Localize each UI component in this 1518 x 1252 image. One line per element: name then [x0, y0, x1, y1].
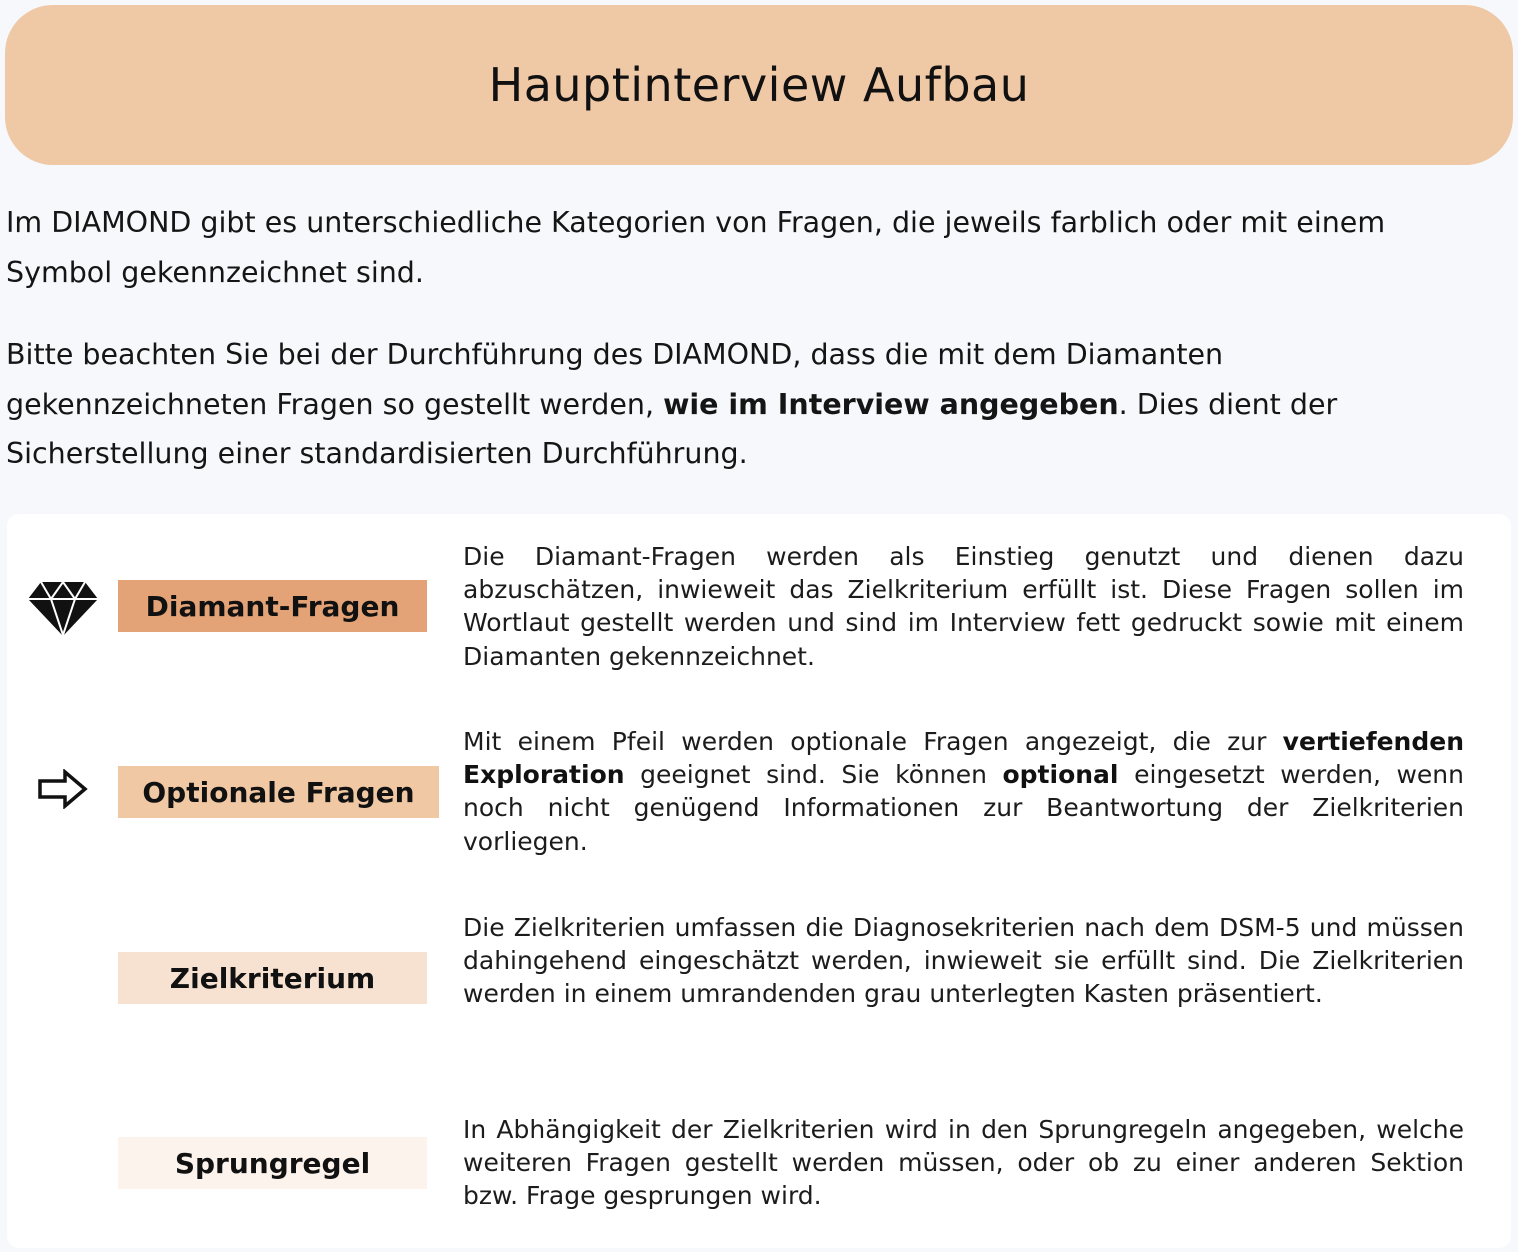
intro-paragraph-2-start: Bitte beachten Sie bei der Durchführung des DIAMOND, dass die mit dem Diamanten gekennzeichneten Fragen so gestellt werden,	[6, 338, 1224, 421]
intro-paragraph-2-end: . Dies dient der Sicherstellung einer standardisierten Durchführung.	[6, 387, 1338, 470]
emphasis-optional: optional	[1002, 760, 1119, 790]
description-optionale-fragen-part-1: Mit einem Pfeil werden optionale Fragen angezeigt, die zur	[463, 727, 1283, 756]
description-optionale-fragen-part-3: eingesetzt werden, wenn noch nicht genügend Informationen zur Beantwortung der Zielkriterien vorliegen.	[463, 760, 1464, 856]
intro-text	[6, 198, 1486, 512]
label-optionale-fragen: Optionale Fragen	[118, 766, 439, 818]
label-zielkriterium: Zielkriterium	[118, 952, 427, 1004]
description-optionale-fragen	[463, 725, 1464, 858]
intro-paragraph-2	[6, 330, 1486, 479]
intro-emphasis: wie im Interview angegeben	[663, 387, 1119, 421]
label-diamant-fragen: Diamant-Fragen	[118, 580, 427, 632]
description-optionale-fragen-part-2: geeignet sind. Sie können	[624, 760, 1003, 790]
title-banner	[5, 5, 1513, 165]
intro-paragraph-1: Im DIAMOND gibt es unterschiedliche Kategorien von Fragen, die jeweils farblich oder mit einem Symbol gekennzeichnet sind.	[6, 206, 1386, 289]
description-diamant-fragen: Die Diamant-Fragen werden als Einstieg genutzt und dienen dazu abzuschätzen, inwieweit das Zielkriterium erfüllt ist. Diese Fragen sollen im Wortlaut gestellt werden und sind im Interview fett gedruckt sowie mit einem Diamanten gekennzeichnet.	[463, 542, 1464, 671]
arrow-right-icon	[25, 759, 101, 819]
category-legend-card	[7, 514, 1511, 1248]
label-sprungregel: Sprungregel	[118, 1137, 427, 1189]
description-sprungregel: In Abhängigkeit der Zielkriterien wird in den Sprungregeln angegeben, welche weiteren Fragen gestellt werden müssen, oder ob zu einer anderen Sektion bzw. Frage gesprungen wird.	[463, 1115, 1464, 1211]
emphasis-vertiefende-exploration: vertiefenden Exploration	[463, 727, 1464, 790]
page-title: Hauptinterview Aufbau	[488, 58, 1030, 112]
description-zielkriterium: Die Zielkriterien umfassen die Diagnosekriterien nach dem DSM-5 und müssen dahingehend eingeschätzt werden, inwieweit sie erfüllt sind. Die Zielkriterien werden in einem umrandenden grau unterlegten Kasten präsentiert.	[463, 913, 1464, 1009]
diamond-icon	[25, 578, 101, 638]
